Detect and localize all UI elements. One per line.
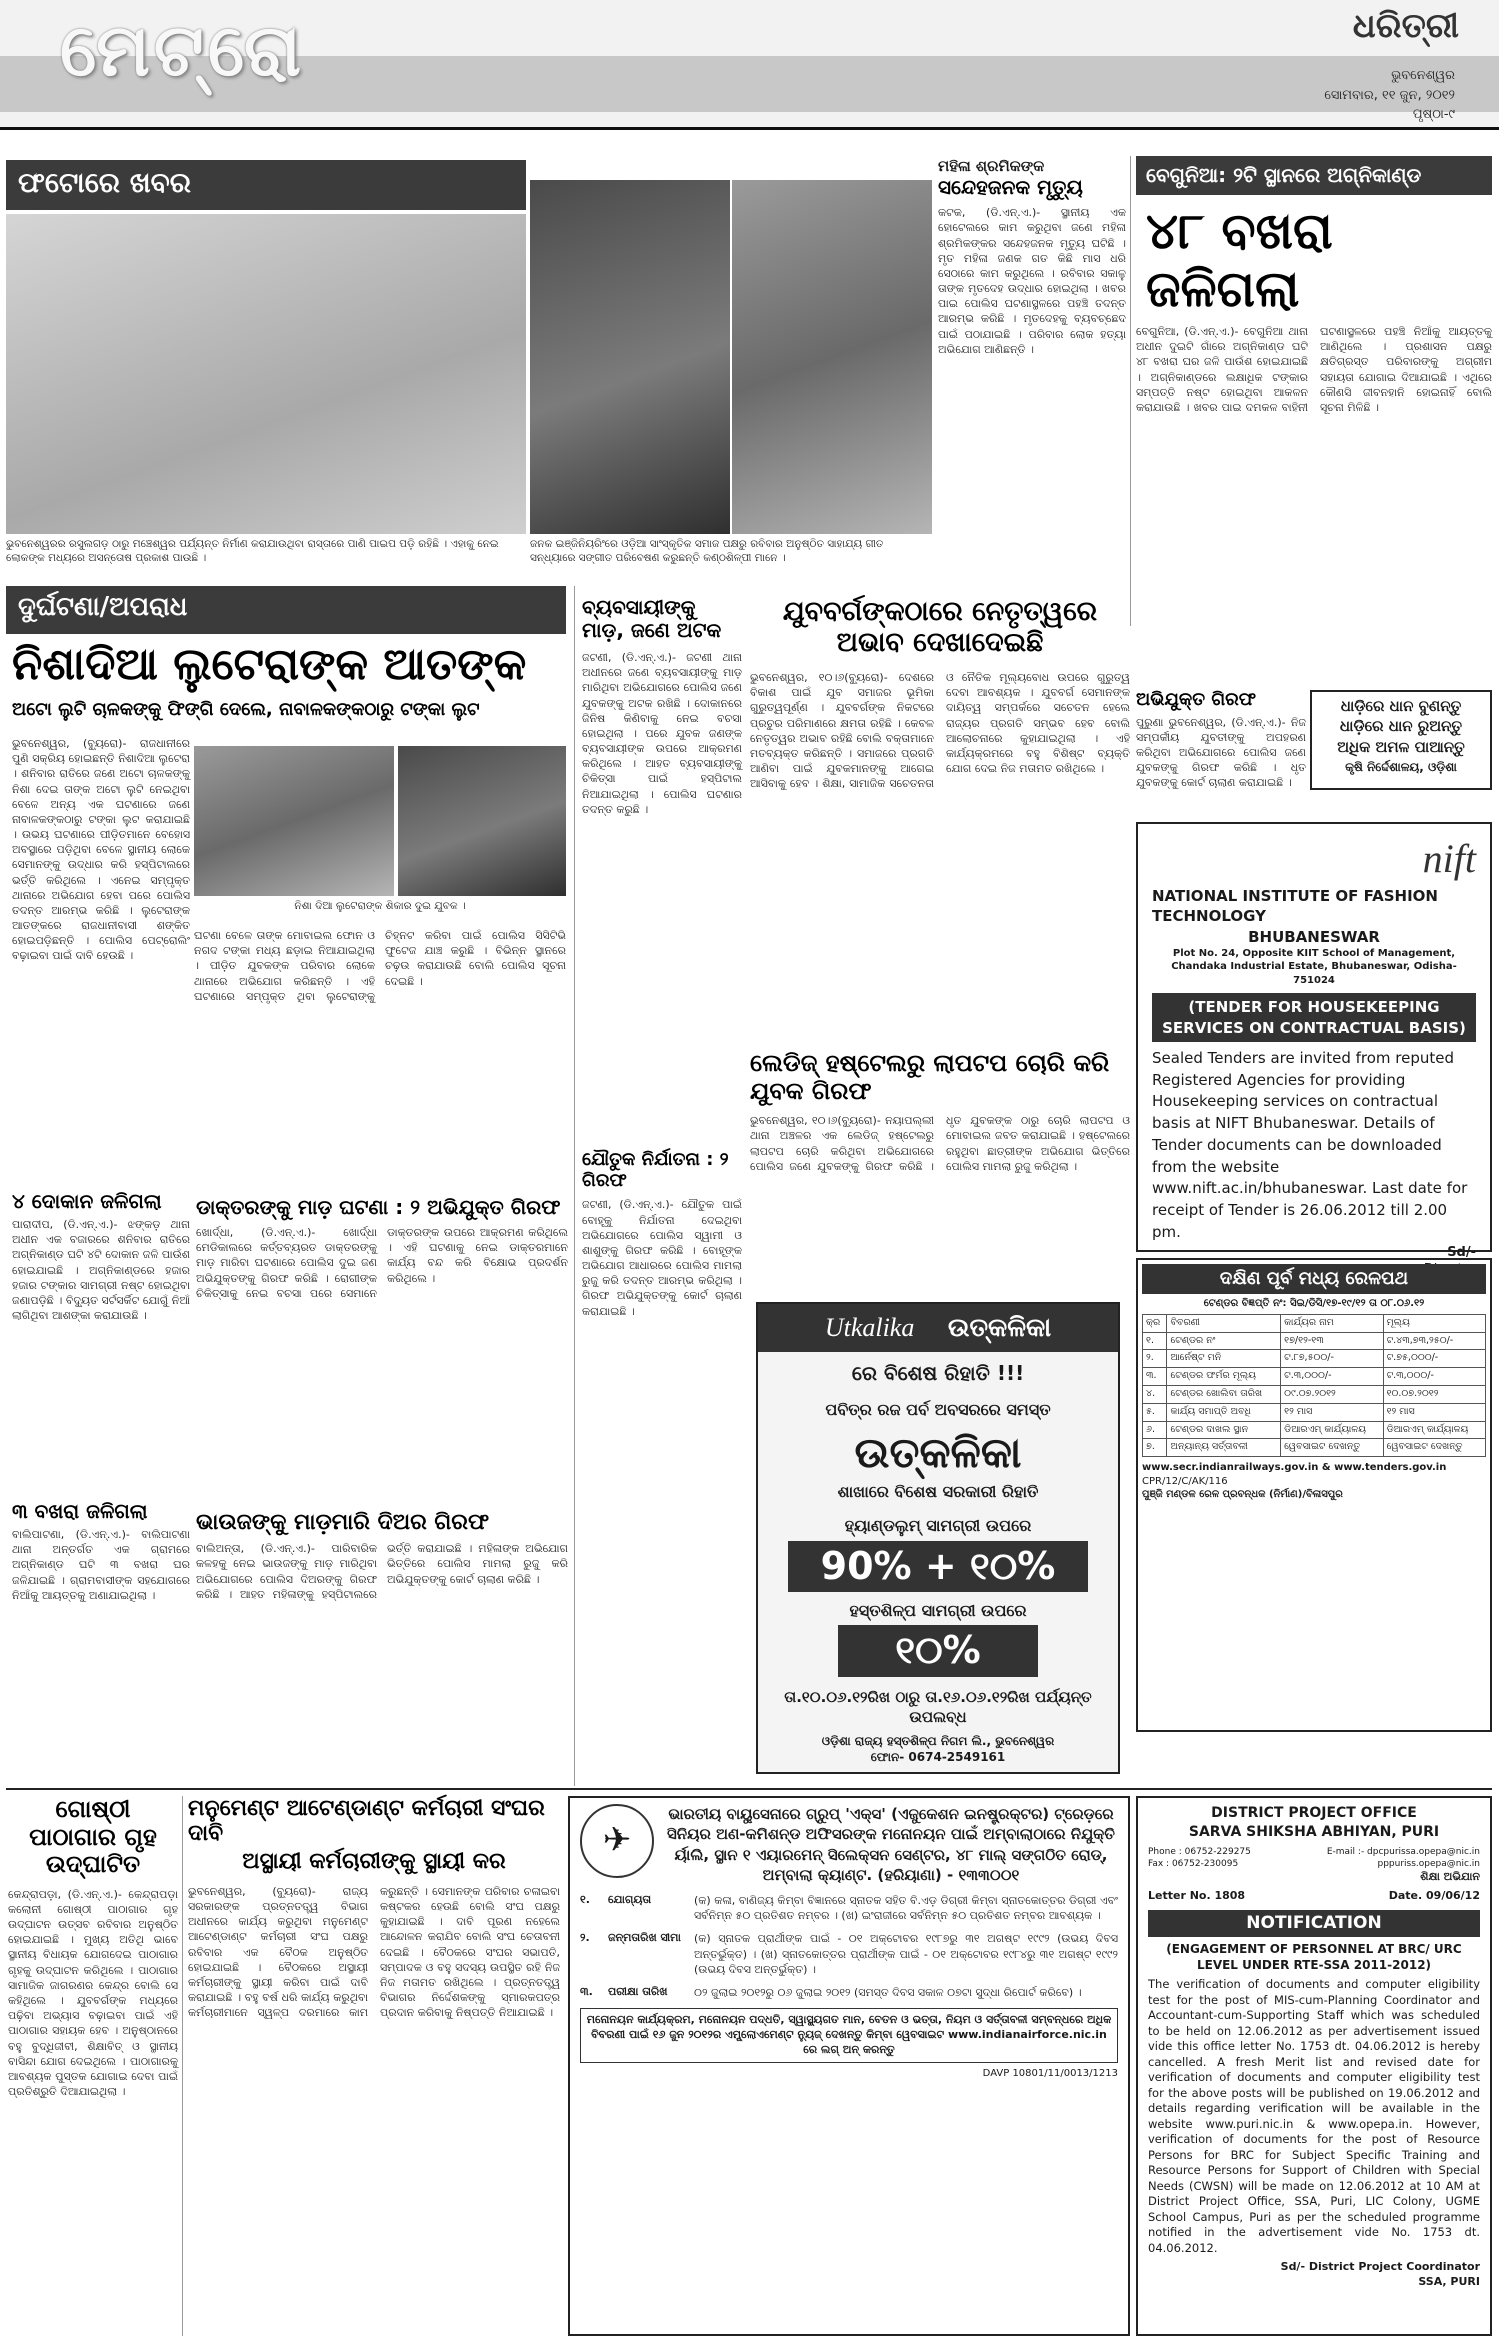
photo-caption-right: ଜନକ ଇଞ୍ଜିନିୟରିଂରେ ଓଡ଼ିଆ ସାଂସ୍କୃତିକ ସମାଜ ପକ୍ଷରୁ ରବିବାର ଅନୁଷ୍ଠିତ ସାହାଯ୍ୟ ଗୀତ ସନ୍ଧ୍ୟାରେ ସଙ୍ଗୀତ ପରିବେଷଣ କରୁଛନ୍ତି କଣ୍ଠଶିଳ୍ପୀ ମାନେ । [530, 538, 884, 564]
article-youth [750, 596, 1130, 1046]
table-cell: ଟ.୩,୦୦୦/- [1281, 1368, 1383, 1386]
article-headline: ୪ ଦୋକାନ ଜଳିଗଲା [12, 1189, 162, 1213]
edition-city: ଭୁବନେଶ୍ୱର [1391, 68, 1455, 83]
agri-footer: କୃଷି ନିର୍ଦ୍ଦେଶାଳୟ, ଓଡ଼ିଶା [1345, 759, 1457, 774]
photo-pipes [6, 214, 526, 534]
brand-or: ଉତ୍କଳିକା [947, 1313, 1052, 1343]
table-row [1143, 1314, 1486, 1332]
article-kicker: ବେଗୁନିଆ: ୨ଟି ସ୍ଥାନରେ ଅଗ୍ନିକାଣ୍ଡ [1136, 156, 1492, 195]
table-cell: କାର୍ଯ୍ୟର ନାମ [1281, 1314, 1383, 1332]
row-label: ପରୀକ୍ଷା ତାରିଖ [608, 1984, 668, 1998]
utkalika-header [758, 1304, 1118, 1352]
article-laptop [750, 1050, 1130, 1300]
crime-more-body: ଘଟଣା ବେଳେ ତାଙ୍କ ମୋବାଇଲ ଫୋନ ଓ ନଗଦ ଟଙ୍କା ମଧ୍ୟ ଛଡ଼ାଇ ନିଆଯାଇଥିଲା । ପୀଡ଼ିତ ଯୁବକଙ୍କ ପରିବାର ଲୋକେ ଥାନାରେ ଅଭିଯୋଗ କରିଛନ୍ତି । ଏହି ଘଟଣାରେ ସମ୍ପୃକ୍ତ ଥିବା ଲୁଟେରାଙ୍କୁ ଚିହ୍ନଟ କରିବା ପାଇଁ ପୋଲିସ ସିସିଟିଭି ଫୁଟେଜ ଯାଞ୍ଚ କରୁଛି । ବିଭିନ୍ନ ସ୍ଥାନରେ ଚଢ଼ଉ କରାଯାଉଛି ବୋଲି ପୋଲିସ ସୂଚନା ଦେଇଛି । [194, 929, 566, 1003]
article-headline: ବ୍ୟବସାୟୀଙ୍କୁ ମାଡ଼, ଜଣେ ଅଟକ [582, 595, 722, 642]
row-label: ଜନ୍ମତାରିଖ ସୀମା [608, 1931, 681, 1945]
airforce-davp: DAVP 10801/11/0013/1213 [982, 2067, 1118, 2079]
ssa-subject: (ENGAGEMENT OF PERSONNEL AT BRC/ URC LEVEL UNDER RTE-SSA 2011-2012) [1166, 1941, 1462, 1972]
table-cell: ୫. [1143, 1403, 1167, 1421]
article-body: ଭୁବନେଶ୍ୱର, ୧୦।୬(ବ୍ୟୁରୋ)- ନୟାପଲ୍ଲୀ ଥାନା ଅଞ୍ଚଳର ଏକ ଲେଡିଜ୍ ହଷ୍ଟେଲରୁ ଲାପଟପ ଚୋରି କରିଥିବା ଅଭିଯୋଗରେ ପୋଲିସ ଜଣେ ଯୁବକଙ୍କୁ ଗିରଫ କରିଛି । ଧୃତ ଯୁବକଙ୍କ ଠାରୁ ଚୋରି ଲାପଟପ ଓ ମୋବାଇଲ ଜବତ କରାଯାଇଛି । ହଷ୍ଟେଲରେ ରହୁଥିବା ଛାତ୍ରୀଙ୍କ ଅଭିଯୋଗ ଭିତ୍ତିରେ ପୋଲିସ ମାମଲା ରୁଜୁ କରିଥିଲା । [750, 1114, 1130, 1173]
table-cell: ୧୭/୧୨-୧୩ [1281, 1332, 1383, 1350]
edition-date: ସୋମବାର, ୧୧ ଜୁନ, ୨୦୧୨ [1324, 87, 1455, 103]
table-cell: ଟେଣ୍ଡର ଖୋଲିବା ତାରିଖ [1167, 1386, 1281, 1404]
ssa-contact [1148, 1846, 1480, 1885]
article-fire [1136, 156, 1492, 682]
nift-body: Sealed Tenders are invited from reputed Registered Agencies for providing Housekeeping services on contractual basis at NIFT Bhubaneswar. Details of Tender documents can be downloaded from the website www.nift.ac.in/bhubaneswar. Last date for receipt of Tender is 26.06.2012 till 2.00 pm. [1152, 1048, 1468, 1241]
table-cell: ଡିଆରଏମ୍ କାର୍ଯ୍ୟାଳୟ [1383, 1421, 1485, 1439]
ssa-notification [1136, 1796, 1492, 2336]
utkalika-name: ଉତ୍କଳିକା [854, 1427, 1022, 1477]
section-title: ମେଟ୍ରୋ [60, 8, 306, 92]
row-text: ୦୨ ଜୁଲାଇ ୨୦୧୨ରୁ ୦୬ ଜୁଲାଇ ୨୦୧୨ (ସମସ୍ତ ଦିବସ ସକାଳ ୦୭ଟା ସୁଦ୍ଧା ରିପୋର୍ଟ କରିବେ) । [694, 1985, 1082, 1999]
photo-caption-left: ଭୁବନେଶ୍ୱରର ରସୁଲଗଡ଼ ଠାରୁ ମଞ୍ଚେଶ୍ୱର ପର୍ଯ୍ୟନ୍ତ ନିର୍ମାଣ କରାଯାଉଥିବା ରାସ୍ତାରେ ପାଣି ପାଇପ ପଡ଼ି ରହିଛି । ଏହାକୁ ନେଇ ଲୋକଙ୍କ ମଧ୍ୟରେ ଅସନ୍ତୋଷ ପ୍ରକାଶ ପାଉଛି । [6, 538, 499, 564]
table-cell: କ୍ର [1143, 1314, 1167, 1332]
ssa-date: Date. 09/06/12 [1388, 1888, 1480, 1902]
article-headline: ଅଭିଯୁକ୍ତ ଗିରଫ [1136, 689, 1257, 710]
table-row [1143, 1350, 1486, 1368]
table-cell: ଅନ୍ୟାନ୍ୟ ସର୍ତ୍ତାବଳୀ [1167, 1439, 1281, 1457]
utkalika-dates: ତା.୧୦.୦୬.୧୨ରିଖ ଠାରୁ ତା.୧୬.୦୬.୧୨ରିଖ ପର୍ଯ୍ୟନ୍ତ ଉପଲବ୍ଧ [784, 1687, 1092, 1726]
airforce-title: ଭାରତୀୟ ବାୟୁସେନାରେ ଗ୍ରୁପ୍ 'ଏକ୍ସ' (ଏଜୁକେଶନ ଇନଷ୍ଟ୍ରକ୍ଟର) ଟ୍ରେଡ଼ରେ ସିନିୟର ଅଣ-କମିଶନ୍ଡ ଅଫିସରଙ୍କ ମନୋନୟନ ପାଇଁ ଅମ୍ବାଲାଠାରେ ନିଯୁକ୍ତି ର୍ୟାଲି, ସ୍ଥାନ ୧ ଏୟାରମେନ୍ ସିଲେକ୍ସନ ସେଣ୍ଟର, ୪୮ ମାଲ୍ ସଙ୍ଗଠିତ ରୋଡ୍, ଅମ୍ବାଲା କ୍ୟାଣ୍ଟ. (ହରିୟାଣା) - ୧୩୩୦୦୧ [667, 1805, 1115, 1884]
table-cell: ୧୨ ମାସ [1383, 1403, 1485, 1421]
airforce-row [580, 1985, 1118, 2000]
table-cell: ଟେଣ୍ଡର ଦାଖଲ ସ୍ଥାନ [1167, 1421, 1281, 1439]
article-businessman [582, 596, 742, 1136]
article-body: ବେଗୁନିଆ, (ଡି.ଏନ୍.ଏ.)- ବେଗୁନିଆ ଥାନା ଅଧୀନ ଦୁଇଟି ଗାଁରେ ଅଗ୍ନିକାଣ୍ଡ ଘଟି ୪୮ ବଖରା ଘର ଜଳି ପାଉଁଶ ହୋଇଯାଇଛି । ଅଗ୍ନିକାଣ୍ଡରେ ଲକ୍ଷାଧିକ ଟଙ୍କାର ସମ୍ପତ୍ତି ନଷ୍ଟ ହୋଇଥିବା ଆକଳନ କରାଯାଉଛି । ଖବର ପାଇ ଦମକଳ ବାହିନୀ ଘଟଣାସ୍ଥଳରେ ପହଞ୍ଚି ନିଆଁକୁ ଆୟତ୍ତକୁ ଆଣିଥିଲେ । ପ୍ରଶାସନ ପକ୍ଷରୁ କ୍ଷତିଗ୍ରସ୍ତ ପରିବାରଙ୍କୁ ଅଗ୍ରୀମ ସହାୟତା ଯୋଗାଇ ଦିଆଯାଇଛି । ଏଥିରେ କୌଣସି ଜୀବନହାନି ହୋଇନାହିଁ ବୋଲି ସୂଚନା ମିଳିଛି । [1136, 325, 1492, 414]
article-doctor [196, 1196, 568, 1496]
article-dowry [582, 1150, 742, 1450]
ssa-emails [1327, 1846, 1480, 1885]
crime-bar: ଦୁର୍ଘଟଣା/ଅପରାଧ [6, 586, 566, 634]
ssa-email-1: E-mail :- dpcpurissa.opepa@nic.in [1326, 1846, 1480, 1857]
article-library [8, 1796, 178, 2336]
row-number: ୧. [580, 1893, 590, 1906]
article-headline: ଭାଉଜଙ୍କୁ ମାଡ଼ମାରି ଦିଅର ଗିରଫ [196, 1510, 490, 1535]
ssa-logo: ଶିକ୍ଷା ଅଭିଯାନ [1420, 1870, 1480, 1884]
utkalika-tag: ରେ ବିଶେଷ ରିହାତି !!! [851, 1361, 1025, 1386]
utkalika-phone: ଫୋନ- 0674-2549161 [870, 1750, 1006, 1765]
crime-headline: ନିଶାଦିଆ ଲୁଟେରାଙ୍କ ଆତଙ୍କ [12, 639, 527, 690]
article-subhead: ଅସ୍ଥାୟୀ କର୍ମଚାରୀଙ୍କୁ ସ୍ଥାୟୀ କର [242, 1848, 506, 1874]
table-row [1143, 1368, 1486, 1386]
crime-body: ଭୁବନେଶ୍ୱର, (ବ୍ୟୁରୋ)- ରାଜଧାନୀରେ ପୁଣି ସକ୍ରିୟ ହୋଇଛନ୍ତି ନିଶାଦିଆ ଲୁଟେରା । ଶନିବାର ରାତିରେ ଜଣେ ଅଟୋ ଚାଳକଙ୍କୁ ନିଶା ଦେଇ ତାଙ୍କ ଅଟୋ ଲୁଟି ନେଇଥିବା ବେଳେ ଅନ୍ୟ ଏକ ଘଟଣାରେ ଜଣେ ନାବାଳକଙ୍କଠାରୁ ଟଙ୍କା ଲୁଟ କରାଯାଇଛି । ଉଭୟ ଘଟଣାରେ ପୀଡ଼ିତମାନେ ବେହୋସ ଅବସ୍ଥାରେ ପଡ଼ିଥିବା ବେଳେ ସ୍ଥାନୀୟ ଲୋକେ ସେମାନଙ୍କୁ ଉଦ୍ଧାର କରି ହସ୍ପିଟାଲରେ ଭର୍ତ୍ତି କରିଥିଲେ । ଏନେଇ ସମ୍ପୃକ୍ତ ଥାନାରେ ଅଭିଯୋଗ ହେବା ପରେ ପୋଲିସ ତଦନ୍ତ ଆରମ୍ଭ କରିଛି । ଲୁଟେରାଙ୍କ ଆତଙ୍କରେ ରାଜଧାନୀବାସୀ ଶଙ୍କିତ ହୋଇପଡ଼ିଛନ୍ତି । ପୋଲିସ ପେଟ୍ରୋଲିଂ ବଢ଼ାଇବା ପାଇଁ ଦାବି ହେଉଛି । [12, 737, 190, 963]
article-headline: ଗୋଷ୍ଠୀ ପାଠାଗାର ଗୃହ ଉଦ୍‌ଘାଟିତ [29, 1795, 157, 1879]
airforce-ad [568, 1796, 1130, 2336]
table-cell: ଟେଣ୍ଡର ନଂ [1167, 1332, 1281, 1350]
article-body: ଖୋର୍ଦ୍ଧା, (ଡି.ଏନ୍.ଏ.)- ଖୋର୍ଦ୍ଧା ମେଡିକାଲରେ କର୍ତ୍ତବ୍ୟରତ ଡାକ୍ତରଙ୍କୁ ମାଡ଼ ମାରିବା ଘଟଣାରେ ପୋଲିସ ଦୁଇ ଜଣ ଅଭିଯୁକ୍ତଙ୍କୁ ଗିରଫ କରିଛି । ରୋଗୀଙ୍କ ଚିକିତ୍ସାକୁ ନେଇ ବଚସା ପରେ ସେମାନେ ଡାକ୍ତରଙ୍କ ଉପରେ ଆକ୍ରମଣ କରିଥିଲେ । ଏହି ଘଟଣାକୁ ନେଇ ଡାକ୍ତରମାନେ କାର୍ଯ୍ୟ ବନ୍ଦ କରି ବିକ୍ଷୋଭ ପ୍ରଦର୍ଶନ କରିଥିଲେ । [196, 1226, 568, 1300]
article-headline: ୩ ବଖରା ଜଳିଗଲା [12, 1499, 148, 1523]
table-cell: ଟେଣ୍ଡର ଫର୍ମର ମୂଲ୍ୟ [1167, 1368, 1281, 1386]
airforce-header [580, 1804, 1118, 1885]
table-row [1143, 1421, 1486, 1439]
newspaper-logo: ଧରିତ୍ରୀ [1352, 6, 1459, 46]
ssa-letter-line [1148, 1889, 1480, 1904]
ssa-phone: Phone : 06752-229275 [1148, 1846, 1251, 1857]
article-headline: ଯୁବବର୍ଗଙ୍କଠାରେ ନେତୃତ୍ୱରେ ଅଭାବ ଦେଖାଦେଇଛି [782, 596, 1098, 659]
ssa-office: DISTRICT PROJECT OFFICE [1211, 1805, 1417, 1821]
edition-info [1324, 66, 1455, 125]
ssa-sign-2: SSA, PURI [1418, 2275, 1480, 2289]
row-number: ୩. [580, 1984, 593, 1998]
row-label: ଯୋଗ୍ୟତା [608, 1893, 652, 1906]
nift-sign: Sd/- [1447, 1244, 1476, 1260]
nift-org: NATIONAL INSTITUTE OF FASHION TECHNOLOGY [1152, 887, 1438, 926]
crime-photo-caption: ନିଶା ଦିଆ ଲୁଟେରାଙ୍କ ଶିକାର ଦୁଇ ଯୁବକ । [294, 900, 466, 912]
article-arrest-small [1136, 690, 1306, 820]
nift-tender-title: (TENDER FOR HOUSEKEEPING SERVICES ON CONTRACTUAL BASIS) [1152, 993, 1476, 1042]
airforce-rows [580, 1893, 1118, 2000]
railway-title: ଦକ୍ଷିଣ ପୂର୍ବ ମଧ୍ୟ ରେଳପଥ [1142, 1264, 1486, 1294]
article-headline: ଯୌତୁକ ନିର୍ଯାତନା : ୨ ଗିରଫ [582, 1149, 729, 1191]
table-cell: ୱେବସାଇଟ ଦେଖନ୍ତୁ [1383, 1439, 1485, 1457]
article-body: ପାରାଦୀପ, (ଡି.ଏନ୍.ଏ.)- ଝଙ୍କଡ଼ ଥାନା ଅଧୀନ ଏକ ବଜାରରେ ଶନିବାର ରାତିରେ ଅଗ୍ନିକାଣ୍ଡ ଘଟି ୪ଟି ଦୋକାନ ଜଳି ପାଉଁଶ ହୋଇଯାଇଛି । ଅଗ୍ନିକାଣ୍ଡରେ ହଜାର ହଜାର ଟଙ୍କାର ସାମଗ୍ରୀ ନଷ୍ଟ ହୋଇଥିବା ଜଣାପଡ଼ିଛି । ବିଦ୍ୟୁତ ସର୍ଟସର୍କିଟ ଯୋଗୁଁ ନିଆଁ ଲାଗିଥିବା ଆଶଙ୍କା କରାଯାଉଛି । [12, 1218, 190, 1323]
article-body: ଜଟଣୀ, (ଡି.ଏନ୍.ଏ.)- ଯୌତୁକ ପାଇଁ ବୋହୂକୁ ନିର୍ଯାତନା ଦେଇଥିବା ଅଭିଯୋଗରେ ପୋଲିସ ସ୍ୱାମୀ ଓ ଶାଶୁଙ୍କୁ ଗିରଫ କରିଛି । ବୋହୂଙ୍କ ଅଭିଯୋଗ ଆଧାରରେ ପୋଲିସ ମାମଲା ରୁଜୁ କରି ତଦନ୍ତ ଆରମ୍ଭ କରିଥିଲା । ଗିରଫ ଅଭିଯୁକ୍ତଙ୍କୁ କୋର୍ଟ ଚାଲାଣ କରାଯାଇଛି । [582, 1198, 742, 1318]
utkalika-discount-2: ୧୦% [838, 1625, 1038, 1676]
ssa-phone-fax [1148, 1846, 1251, 1885]
utkalika-discount-1: 90% + ୧୦% [788, 1541, 1088, 1592]
utkalika-occasion: ପବିତ୍ର ରଜ ପର୍ବ ଅବସରରେ ସମସ୍ତ [825, 1400, 1051, 1420]
utkalika-sub: ଶାଖାରେ ବିଶେଷ ସରକାରୀ ରିହାତି [837, 1482, 1039, 1502]
table-cell: ୩. [1143, 1368, 1167, 1386]
row-text: (କ) କଳା, ବାଣିଜ୍ୟ କିମ୍ବା ବିଜ୍ଞାନରେ ସ୍ନାତକ ସହିତ ବି.ଏଡ଼ ଡିଗ୍ରୀ କିମ୍ବା ସ୍ନାତକୋତ୍ତର ଡିଗ୍ରୀ ଏବଂ ସର୍ବନିମ୍ନ ୫୦ ପ୍ରତିଶତ ନମ୍ବର । (ଖ) ଇଂରାଜୀରେ ସର୍ବନିମ୍ନ ୫୦ ପ୍ରତିଶତ ନମ୍ବର ଆବଶ୍ୟକ । [694, 1894, 1118, 1923]
ssa-body: The verification of documents and computer eligibility test for the post of MIS-cum-Planning Coordinator and Accountant-cum-Supporting Staff which was scheduled to be held on 12.06.2012 as per advertisement issued vide this office letter No. 1753 dt. 04.06.2012 is hereby cancelled. A fresh Merit list and revised date for verification of documents and computer eligibility test for the above posts will be published on 19.06.2012 and details regarding verification will be available in the website www.puri.nic.in & www.opepa.in. However, verification of documents for the post of Resource Persons for BRC for Subject Specific Training and Resource Persons for Support of Children with Special Needs (CWSN) will be made on 12.06.2012 at 10 AM at District Project Office, SSA, Puri, LIC Colony, UGME School Campus, Puri as per the scheduled programme notified in the advertisement vide No. 1753 dt. 04.06.2012. [1148, 1977, 1480, 2255]
table-cell: ଆର୍ନେଷ୍ଟ ମନି [1167, 1350, 1281, 1368]
article-headline: ସନ୍ଦେହଜନକ ମୃତ୍ୟୁ [938, 175, 1083, 200]
brand-en: Utkalika [824, 1313, 915, 1342]
airforce-footer: ମନୋନୟନ କାର୍ଯ୍ୟକ୍ରମ, ମନୋନୟନ ପଦ୍ଧତି, ସ୍ୱାସ୍ଥ୍ୟଗତ ମାନ, ବେତନ ଓ ଭତ୍ତା, ନିୟମ ଓ ସର୍ତ୍ତାବଳୀ ସମ୍ବନ୍ଧରେ ଅଧିକ ବିବରଣୀ ପାଇଁ ୧୬ ଜୁନ ୨୦୧୨ର ଏମ୍ପ୍ଲୋଏମେଣ୍ଟ ନ୍ୟୁଜ୍ ଦେଖନ୍ତୁ କିମ୍ବା ୱେବସାଇଟ www.indianairforce.nic.in ରେ ଲଗ୍ ଅନ୍ କରନ୍ତୁ [580, 2008, 1118, 2063]
airforce-row [580, 1931, 1118, 1977]
article-headline: ଡାକ୍ତରଙ୍କୁ ମାଡ଼ ଘଟଣା : ୨ ଅଭିଯୁକ୍ତ ଗିରଫ [196, 1195, 561, 1219]
ssa-fax: Fax : 06752-230095 [1148, 1858, 1239, 1869]
table-cell: ୨. [1143, 1350, 1167, 1368]
utkalika-footer: ଓଡ଼ିଶା ରାଜ୍ୟ ହସ୍ତଶିଳ୍ପ ନିଗମ ଲି., ଭୁବନେଶ୍ୱର [821, 1734, 1055, 1749]
agri-line-2: ଧାଡ଼ିରେ ଧାନ ରୁଅନ୍ତୁ [1339, 717, 1463, 736]
photo-news-bar: ଫଟୋରେ ଖବର [6, 160, 526, 210]
ssa-org: SARVA SHIKSHA ABHIYAN, PURI [1188, 1823, 1440, 1840]
article-body: ଭୁବନେଶ୍ୱର, ୧୦।୬(ବ୍ୟୁରୋ)- ଦେଶରେ ବିକାଶ ପାଇଁ ଯୁବ ସମାଜର ଭୂମିକା ଗୁରୁତ୍ୱପୂର୍ଣ୍ଣ । ଯୁବବର୍ଗଙ୍କ ନିକଟରେ ପ୍ରଚୁର ପରିମାଣରେ କ୍ଷମତା ରହିଛି । କେବଳ ନେତୃତ୍ୱର ଅଭାବ ରହିଛି ବୋଲି ବକ୍ତାମାନେ ମତବ୍ୟକ୍ତ କରିଛନ୍ତି । ସମାଜରେ ପ୍ରଗତି ଆଣିବା ପାଇଁ ଯୁବକମାନଙ୍କୁ ଆଗେଇ ଆସିବାକୁ ହେବ । ଶିକ୍ଷା, ସାମାଜିକ ସଚେତନତା ଓ ନୈତିକ ମୂଲ୍ୟବୋଧ ଉପରେ ଗୁରୁତ୍ୱ ଦେବା ଆବଶ୍ୟକ । ଯୁବବର୍ଗ ସେମାନଙ୍କ ଦାୟିତ୍ୱ ସମ୍ପର୍କରେ ସଚେତନ ହେଲେ ରାଜ୍ୟର ପ୍ରଗତି ସମ୍ଭବ ହେବ ବୋଲି ଆଲୋଚନାରେ କୁହାଯାଇଥିଲା । ଏହି କାର୍ଯ୍ୟକ୍ରମରେ ବହୁ ବିଶିଷ୍ଟ ବ୍ୟକ୍ତି ଯୋଗ ଦେଇ ନିଜ ମତାମତ ରଖିଥିଲେ । [750, 671, 1130, 791]
table-cell: ୪. [1143, 1386, 1167, 1404]
table-row [1143, 1403, 1486, 1421]
agri-line-1: ଧାଡ଼ିରେ ଧାନ ବୁଣନ୍ତୁ [1340, 697, 1462, 715]
utkalika-ad [756, 1302, 1120, 1774]
table-cell: ଟ.୪୩,୭୩,୨୫୦/- [1383, 1332, 1485, 1350]
table-cell: ଟ.୩,୦୦୦/- [1383, 1368, 1485, 1386]
airforce-emblem-icon: ✈ [580, 1804, 654, 1878]
article-monument [188, 1796, 560, 2336]
photo-singer-male [732, 180, 932, 534]
railway-table [1142, 1314, 1486, 1458]
crime-photo-2 [398, 746, 566, 896]
railway-subtitle: ଟେଣ୍ଡର ବିଜ୍ଞପ୍ତି ନଂ: ସିଇ/ଡିସି/୧୭-୧୯/୧୨ ତା ୦୮.୦୬.୧୨ [1203, 1298, 1425, 1310]
table-cell: ଟ.୮୭,୫୦୦/- [1281, 1350, 1383, 1368]
crime-photo-1 [194, 746, 394, 896]
masthead [0, 0, 1499, 130]
article-body: ପୁରୁଣା ଭୁବନେଶ୍ୱର, (ଡି.ଏନ୍.ଏ.)- ନିଜ ସମ୍ପର୍କୀୟ ଯୁବତୀଙ୍କୁ ଅପହରଣ କରିଥିବା ଅଭିଯୋଗରେ ପୋଲିସ ଜଣେ ଯୁବକଙ୍କୁ ଗିରଫ କରିଛି । ଧୃତ ଯୁବକଙ୍କୁ କୋର୍ଟ ଚାଲାଣ କରାଯାଇଛି । [1136, 715, 1306, 790]
railway-footer: ପୁଞ୍ଜି ମଣ୍ଡଳ ରେଳ ପ୍ରବନ୍ଧକ (ନିର୍ମାଣ)/ବିଳାସପୁର [1142, 1489, 1343, 1501]
table-row [1143, 1439, 1486, 1457]
nift-address: Plot No. 24, Opposite KIIT School of Management, Chandaka Industrial Estate, Bhubaneswar, Odisha-751024 [1171, 947, 1457, 986]
row-text: (କ) ସ୍ନାତକ ପ୍ରାର୍ଥୀଙ୍କ ପାଇଁ - ୦୧ ଅକ୍ଟୋବର ୧୯୮୭ରୁ ୩୧ ଅଗଷ୍ଟ ୧୯୯୨ (ଉଭୟ ଦିବସ ଅନ୍ତର୍ଭୁକ୍ତ) । (ଖ) ସ୍ନାତକୋତ୍ତର ପ୍ରାର୍ଥୀଙ୍କ ପାଇଁ - ୦୧ ଅକ୍ଟୋବର ୧୯୮୪ରୁ ୩୧ ଅଗଷ୍ଟ ୧୯୯୨ (ଉଭୟ ଦିବସ ଅନ୍ତର୍ଭୁକ୍ତ) । [694, 1932, 1118, 1976]
table-cell: ବିବରଣୀ [1167, 1314, 1281, 1332]
article-body: ଭୁବନେଶ୍ୱର, (ବ୍ୟୁରୋ)- ରାଜ୍ୟ ସରକାରଙ୍କ ପ୍ରତ୍ନତତ୍ତ୍ୱ ବିଭାଗ ଅଧୀନରେ କାର୍ଯ୍ୟ କରୁଥିବା ମନୁମେଣ୍ଟ ଆଟେଣ୍ଡାଣ୍ଟ କର୍ମଚାରୀ ସଂଘ ପକ୍ଷରୁ ରବିବାର ଏକ ବୈଠକ ଅନୁଷ୍ଠିତ ହୋଇଯାଇଛି । ବୈଠକରେ ଅସ୍ଥାୟୀ କର୍ମଚାରୀଙ୍କୁ ସ୍ଥାୟୀ କରିବା ପାଇଁ ଦାବି କରାଯାଇଛି । ବହୁ ବର୍ଷ ଧରି କାର୍ଯ୍ୟ କରୁଥିବା କର୍ମଚାରୀମାନେ ସ୍ୱଳ୍ପ ଦରମାରେ କାମ କରୁଛନ୍ତି । ସେମାନଙ୍କ ପରିବାର ଚଳାଇବା କଷ୍ଟକର ହେଉଛି ବୋଲି ସଂଘ ପକ୍ଷରୁ କୁହାଯାଇଛି । ଦାବି ପୂରଣ ନହେଲେ ଆନ୍ଦୋଳନ କରାଯିବ ବୋଲି ସଂଘ ଚେତାବନୀ ଦେଇଛି । ବୈଠକରେ ସଂଘର ସଭାପତି, ସମ୍ପାଦକ ଓ ବହୁ ସଦସ୍ୟ ଉପସ୍ଥିତ ରହି ନିଜ ନିଜ ମତାମତ ରଖିଥିଲେ । ପ୍ରତ୍ନତତ୍ତ୍ୱ ବିଭାଗର ନିର୍ଦ୍ଦେଶକଙ୍କୁ ସ୍ମାରକପତ୍ର ପ୍ରଦାନ କରିବାକୁ ନିଷ୍ପତ୍ତି ନିଆଯାଇଛି । [188, 1884, 560, 2020]
nift-tender-ad [1136, 822, 1492, 1260]
railway-ref: CPR/12/C/AK/116 [1142, 1475, 1228, 1487]
article-body: ବାଲିଅନ୍ତା, (ଡି.ଏନ୍.ଏ.)- ପାରିବାରିକ କଳହକୁ ନେଇ ଭାଉଜଙ୍କୁ ମାଡ଼ ମାରିଥିବା ଅଭିଯୋଗରେ ପୋଲିସ ଦିଅରଙ୍କୁ ଗିରଫ କରିଛି । ଆହତ ମହିଳାଙ୍କୁ ହସ୍ପିଟାଲରେ ଭର୍ତ୍ତି କରାଯାଇଛି । ମହିଳାଙ୍କ ଅଭିଯୋଗ ଭିତ୍ତିରେ ପୋଲିସ ମାମଲା ରୁଜୁ କରି ଅଭିଯୁକ୍ତଙ୍କୁ କୋର୍ଟ ଚାଲାଣ କରିଛି । [196, 1542, 568, 1601]
article-brother [196, 1510, 568, 1770]
table-cell: ଡିଆରଏମ୍ କାର୍ଯ୍ୟାଳୟ [1281, 1421, 1383, 1439]
table-cell: ୦୯.୦୭.୨୦୧୨ [1281, 1386, 1383, 1404]
table-cell: ୧. [1143, 1332, 1167, 1350]
utkalika-handloom: ହ୍ୟାଣ୍ଡଲୁମ୍ ସାମଗ୍ରୀ ଉପରେ [844, 1515, 1032, 1535]
utkalika-handicraft: ହସ୍ତଶିଳ୍ପ ସାମଗ୍ରୀ ଉପରେ [849, 1600, 1027, 1620]
article-headline: ମନୁମେଣ୍ଟ ଆଟେଣ୍ଡାଣ୍ଟ କର୍ମଚାରୀ ସଂଘର ଦାବି [188, 1796, 545, 1847]
article-kicker: ମହିଳା ଶ୍ରମିକଙ୍କ [938, 157, 1045, 175]
railway-tender [1136, 1258, 1492, 1732]
article-body: ଜଟଣୀ, (ଡି.ଏନ୍.ଏ.)- ଜଟଣୀ ଥାନା ଅଧୀନରେ ଜଣେ ବ୍ୟବସାୟୀଙ୍କୁ ମାଡ଼ ମାରିଥିବା ଅଭିଯୋଗରେ ପୋଲିସ ଜଣେ ଯୁବକଙ୍କୁ ଅଟକ ରଖିଛି । ଦୋକାନରେ ଜିନିଷ କିଣିବାକୁ ନେଇ ବଚସା ହୋଇଥିଲା । ପରେ ଯୁବକ ଜଣଙ୍କ ବ୍ୟବସାୟୀଙ୍କ ଉପରେ ଆକ୍ରମଣ କରିଥିଲେ । ଆହତ ବ୍ୟବସାୟୀଙ୍କୁ ଚିକିତ୍ସା ପାଇଁ ହସ୍ପିଟାଲ ନିଆଯାଇଥିଲା । ପୋଲିସ ଘଟଣାର ତଦନ୍ତ କରୁଛି । [582, 651, 742, 816]
article-worker-death [938, 156, 1126, 626]
article-headline: ୪୮ ବଖରା ଜଳିଗଲା [1146, 202, 1333, 318]
ssa-notice-title: NOTIFICATION [1148, 1910, 1480, 1937]
table-cell: ୧୨ ମାସ [1281, 1403, 1383, 1421]
nift-logo: nift [1422, 836, 1476, 881]
column-divider [574, 586, 575, 1786]
article-body: କଟକ, (ଡି.ଏନ୍.ଏ.)- ସ୍ଥାନୀୟ ଏକ ହୋଟେଲରେ କାମ କରୁଥିବା ଜଣେ ମହିଳା ଶ୍ରମିକଙ୍କର ସନ୍ଦେହଜନକ ମୃତ୍ୟୁ ଘଟିଛି । ମୃତ ମହିଳା ଜଣକ ଗତ କିଛି ମାସ ଧରି ସେଠାରେ କାମ କରୁଥିଲେ । ରବିବାର ସକାଳୁ ତାଙ୍କ ମୃତଦେହ ଉଦ୍ଧାର ହୋଇଥିଲା । ଖବର ପାଇ ପୋଲିସ ଘଟଣାସ୍ଥଳରେ ପହଞ୍ଚି ତଦନ୍ତ ଆରମ୍ଭ କରିଛି । ମୃତଦେହକୁ ବ୍ୟବଚ୍ଛେଦ ପାଇଁ ପଠାଯାଇଛି । ପରିବାର ଲୋକ ହତ୍ୟା ଅଭିଯୋଗ ଆଣିଛନ୍ତି । [938, 206, 1126, 356]
article-body: କେନ୍ଦ୍ରାପଡ଼ା, (ଡି.ଏନ୍.ଏ.)- କେନ୍ଦ୍ରାପଡ଼ା କଲୋନୀ ଗୋଷ୍ଠୀ ପାଠାଗାର ଗୃହ ଉଦ୍‌ଘାଟନ ଉତ୍ସବ ରବିବାର ଅନୁଷ୍ଠିତ ହୋଇଯାଇଛି । ମୁଖ୍ୟ ଅତିଥି ଭାବେ ସ୍ଥାନୀୟ ବିଧାୟକ ଯୋଗଦେଇ ପାଠାଗାର ଗୃହକୁ ଉଦ୍‌ଘାଟନ କରିଥିଲେ । ପାଠାଗାର ସାମାଜିକ ଜାଗରଣର କେନ୍ଦ୍ର ବୋଲି ସେ କହିଥିଲେ । ଯୁବବର୍ଗଙ୍କ ମଧ୍ୟରେ ପଢ଼ିବା ଅଭ୍ୟାସ ବଢ଼ାଇବା ପାଇଁ ଏହି ପାଠାଗାର ସହାୟକ ହେବ । ଅନୁଷ୍ଠାନରେ ବହୁ ବୁଦ୍ଧିଜୀବୀ, ଶିକ୍ଷାବିତ୍ ଓ ସ୍ଥାନୀୟ ବାସିନ୍ଦା ଯୋଗ ଦେଇଥିଲେ । ପାଠାଗାରକୁ ଆବଶ୍ୟକ ପୁସ୍ତକ ଯୋଗାଇ ଦେବା ପାଇଁ ପ୍ରତିଶ୍ରୁତି ଦିଆଯାଇଥିଲା । [8, 1887, 178, 2099]
article-body: ବାଲିପାଟଣା, (ଡି.ଏନ୍.ଏ.)- ବାଲିପାଟଣା ଥାନା ଅନ୍ତର୍ଗତ ଏକ ଗ୍ରାମରେ ଅଗ୍ନିକାଣ୍ଡ ଘଟି ୩ ବଖରା ଘର ଜଳିଯାଇଛି । ଗ୍ରାମବାସୀଙ୍କ ସହଯୋଗରେ ନିଆଁକୁ ଆୟତ୍ତକୁ ଅଣାଯାଇଥିଲା । [12, 1528, 190, 1602]
agri-line-3: ଅଧିକ ଅମଳ ପାଆନ୍ତୁ [1337, 737, 1465, 756]
photo-singer-female [530, 180, 730, 534]
airforce-row [580, 1893, 1118, 1923]
table-cell: ଟ.୭୫,୦୦୦/- [1383, 1350, 1485, 1368]
column-divider [1130, 156, 1131, 626]
article-shop-fire [12, 1190, 190, 1490]
table-cell: ମୂଲ୍ୟ [1383, 1314, 1485, 1332]
table-row [1143, 1332, 1486, 1350]
crime-subhead: ଅଟୋ ଲୁଟି ଚାଳକଙ୍କୁ ଫିଙ୍ଗି ଦେଲେ, ନାବାଳକଙ୍କଠାରୁ ଟଙ୍କା ଲୁଟ [12, 699, 480, 720]
ssa-letter-no: Letter No. 1808 [1148, 1888, 1246, 1902]
table-cell: କାର୍ଯ୍ୟ ସମାପ୍ତି ଅବଧି [1167, 1403, 1281, 1421]
row-number: ୨. [580, 1931, 590, 1945]
section-divider [6, 1788, 1492, 1790]
article-headline: ଲେଡିଜ୍ ହଷ୍ଟେଲରୁ ଲାପଟପ ଚୋରି କରି ଯୁବକ ଗିରଫ [750, 1049, 1110, 1105]
table-cell: ୧୦.୦୭.୨୦୧୨ [1383, 1386, 1485, 1404]
table-cell: ୭. [1143, 1439, 1167, 1457]
page-number: ପୃଷ୍ଠା-୯ [1412, 107, 1455, 122]
table-cell: ୬. [1143, 1421, 1167, 1439]
ssa-sign: Sd/- District Project Coordinator [1280, 2260, 1480, 2274]
agri-ad [1310, 690, 1492, 790]
table-cell: ୱେବସାଇଟ ଦେଖନ୍ତୁ [1281, 1439, 1383, 1457]
railway-website: www.secr.indianrailways.gov.in & www.tenders.gov.in [1142, 1462, 1447, 1474]
nift-city: BHUBANESWAR [1248, 927, 1380, 946]
column-divider [182, 1796, 183, 2336]
article-house-fire [12, 1500, 190, 1760]
table-row [1143, 1386, 1486, 1404]
ssa-email-2: pppuriss.opepa@nic.in [1377, 1858, 1480, 1869]
